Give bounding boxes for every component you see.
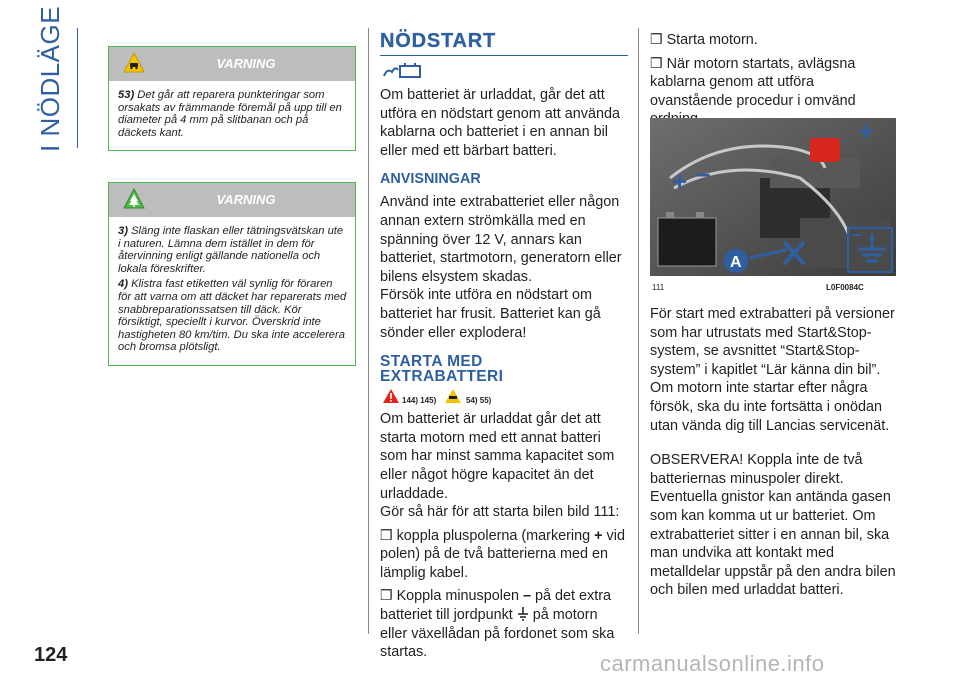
subsection-heading [380,354,628,384]
page-number: 124 [34,644,68,666]
caution-note: OBSERVERA! Koppla inte de två batteriernas minuspoler direkt. Eventuella gnistor kan antända gasen som kan komma ut ur batteriet. Om extrabatteriet sitter i en annan bil, ska man undvika att kontakt med metalldelar uppstår på den andra bilen och bilen med urladdat batteri. [650,452,896,599]
jump-start-paragraph: Om batteriet är urladdat går det att starta motorn med ett annat batteri som har minst samma kapacitet som eller något högre kapacitet än det urladdade. [380,411,615,502]
warning-body [109,81,355,150]
item-text: Släng inte flaskan eller tätningsvätskan ute i naturen. Lämna dem istället in dem för återvinning enligt gällande nationella och lokala föreskrifter. [118,225,344,275]
warning-header [109,183,355,217]
checkbox-icon: ❒ [380,587,393,604]
column-3-lower [650,305,898,600]
column-divider-2 [638,28,639,634]
caution-warning-icon [444,388,462,404]
reference-row [380,388,628,410]
instructions-text-1: Använd inte extrabatteriet eller någon annan extern strömkälla med en spänning över 12 V, annars kan batteriet, startmotorn, generatorn eller bilens elsystem skadas. [380,194,622,285]
item-number: 3) [118,225,128,237]
warning-title: VARNING [216,192,276,207]
step-2-text-b: på det extra batteriet till jordpunkt [380,588,611,624]
jump-start-figure [650,118,896,276]
section-title: NÖDSTART [380,30,497,52]
step-3 [650,30,898,50]
warning-body [109,217,355,365]
warning-title: VARNING [216,56,276,71]
column-divider-1 [368,28,369,634]
checkbox-icon: ❒ [650,31,663,47]
instructions-heading: ANVISNINGAR [380,171,481,188]
step-2 [380,586,628,661]
figure-plus-symbol: + [858,118,874,146]
reference-numbers-caution: 54) 55) [466,396,492,406]
warning-item [118,225,348,275]
step-4-text: När motorn startats, avlägsna kablarna genom att utföra ovanstående procedur i omvänd [650,55,856,109]
ground-symbol-icon [517,607,529,621]
figure-minus-symbol: – [696,158,711,188]
warning-item [118,278,348,354]
section-title-rule [380,55,628,56]
minus-symbol: – [522,588,531,605]
item-number: 4) [118,278,128,291]
checkbox-icon: ❒ [380,526,393,543]
figure-plus-symbol: + [672,166,688,196]
battery-charge-icon [380,60,426,80]
figure-label-a: A [730,254,742,271]
reference-numbers-danger: 144) 145) [402,396,437,406]
danger-warning-icon [382,388,400,404]
engine-bay-illustration [650,118,896,276]
item-text: Det går att reparera punkteringar som orsakats av främmande föremål på upp till en diameter på 4 mm på slitbanan och på däckets kant. [118,89,342,139]
subsection-heading-line-2: EXTRABATTERI [380,368,504,386]
warning-header [109,47,355,81]
column-2 [380,30,628,662]
step-2-text-c: på motorn eller växellådan på fordonet som ska startas. [380,607,615,661]
intro-paragraph: Om batteriet är urladdat, går det att utföra en nödstart genom att använda kablarna och batteriet i en annan bil eller med ett bärbart batteri. [380,87,621,159]
watermark: carmanualsonline.info [600,651,825,676]
checkbox-icon: ❒ [650,54,663,71]
chapter-rule [77,28,78,148]
chapter-title [27,5,67,154]
step-1-text-a: koppla pluspolerna (markering [396,527,591,544]
chapter-title-text: I NÖDLÄGE [35,5,65,152]
subsection-heading-line-1: STARTA MED [380,353,483,371]
start-stop-paragraph: För start med extrabatteri på versioner som har utrustats med Start&Stop-system, se avsnittet “Start&Stop-system” i kapitlet “Lär känna din bil”. Om motorn inte startar efter några försök, ska du inte fortsätta i onödan utan vända dig till Lancias servicenät. [650,306,895,434]
step-3-text: Starta motorn. [666,32,758,48]
figure-code: L0F0084C [826,283,864,292]
step-1 [380,526,628,583]
item-number: 53) [118,89,135,101]
step-2-text-a: Koppla minuspolen [396,588,519,605]
step-1-text-b: vid polen) på de två batterierna med en lämplig kabel. [380,527,625,581]
warning-box-1 [108,46,356,151]
warning-box-2 [108,182,356,366]
column-3 [650,30,898,129]
figure-minus-symbol: – [852,224,863,244]
plus-symbol: + [594,527,603,544]
jump-start-intro: Gör så här för att starta bilen bild 111: [380,504,620,521]
figure-number: 111 [652,283,665,292]
item-text: Klistra fast etiketten väl synlig för föraren för att varna om att däcket har reparerats med snabbreparationssatsen till däck. Kör försiktigt, speciellt i kurvor. Överskrid inte hastigheten 80 km/tim. Du ska inte accelerera och bromsa plötsligt. [118,278,347,354]
warning-item [118,89,348,139]
instructions-text-2: Försök inte utföra en nödstart om batteriet har frusit. Batteriet kan gå sönder eller explodera! [380,287,601,341]
